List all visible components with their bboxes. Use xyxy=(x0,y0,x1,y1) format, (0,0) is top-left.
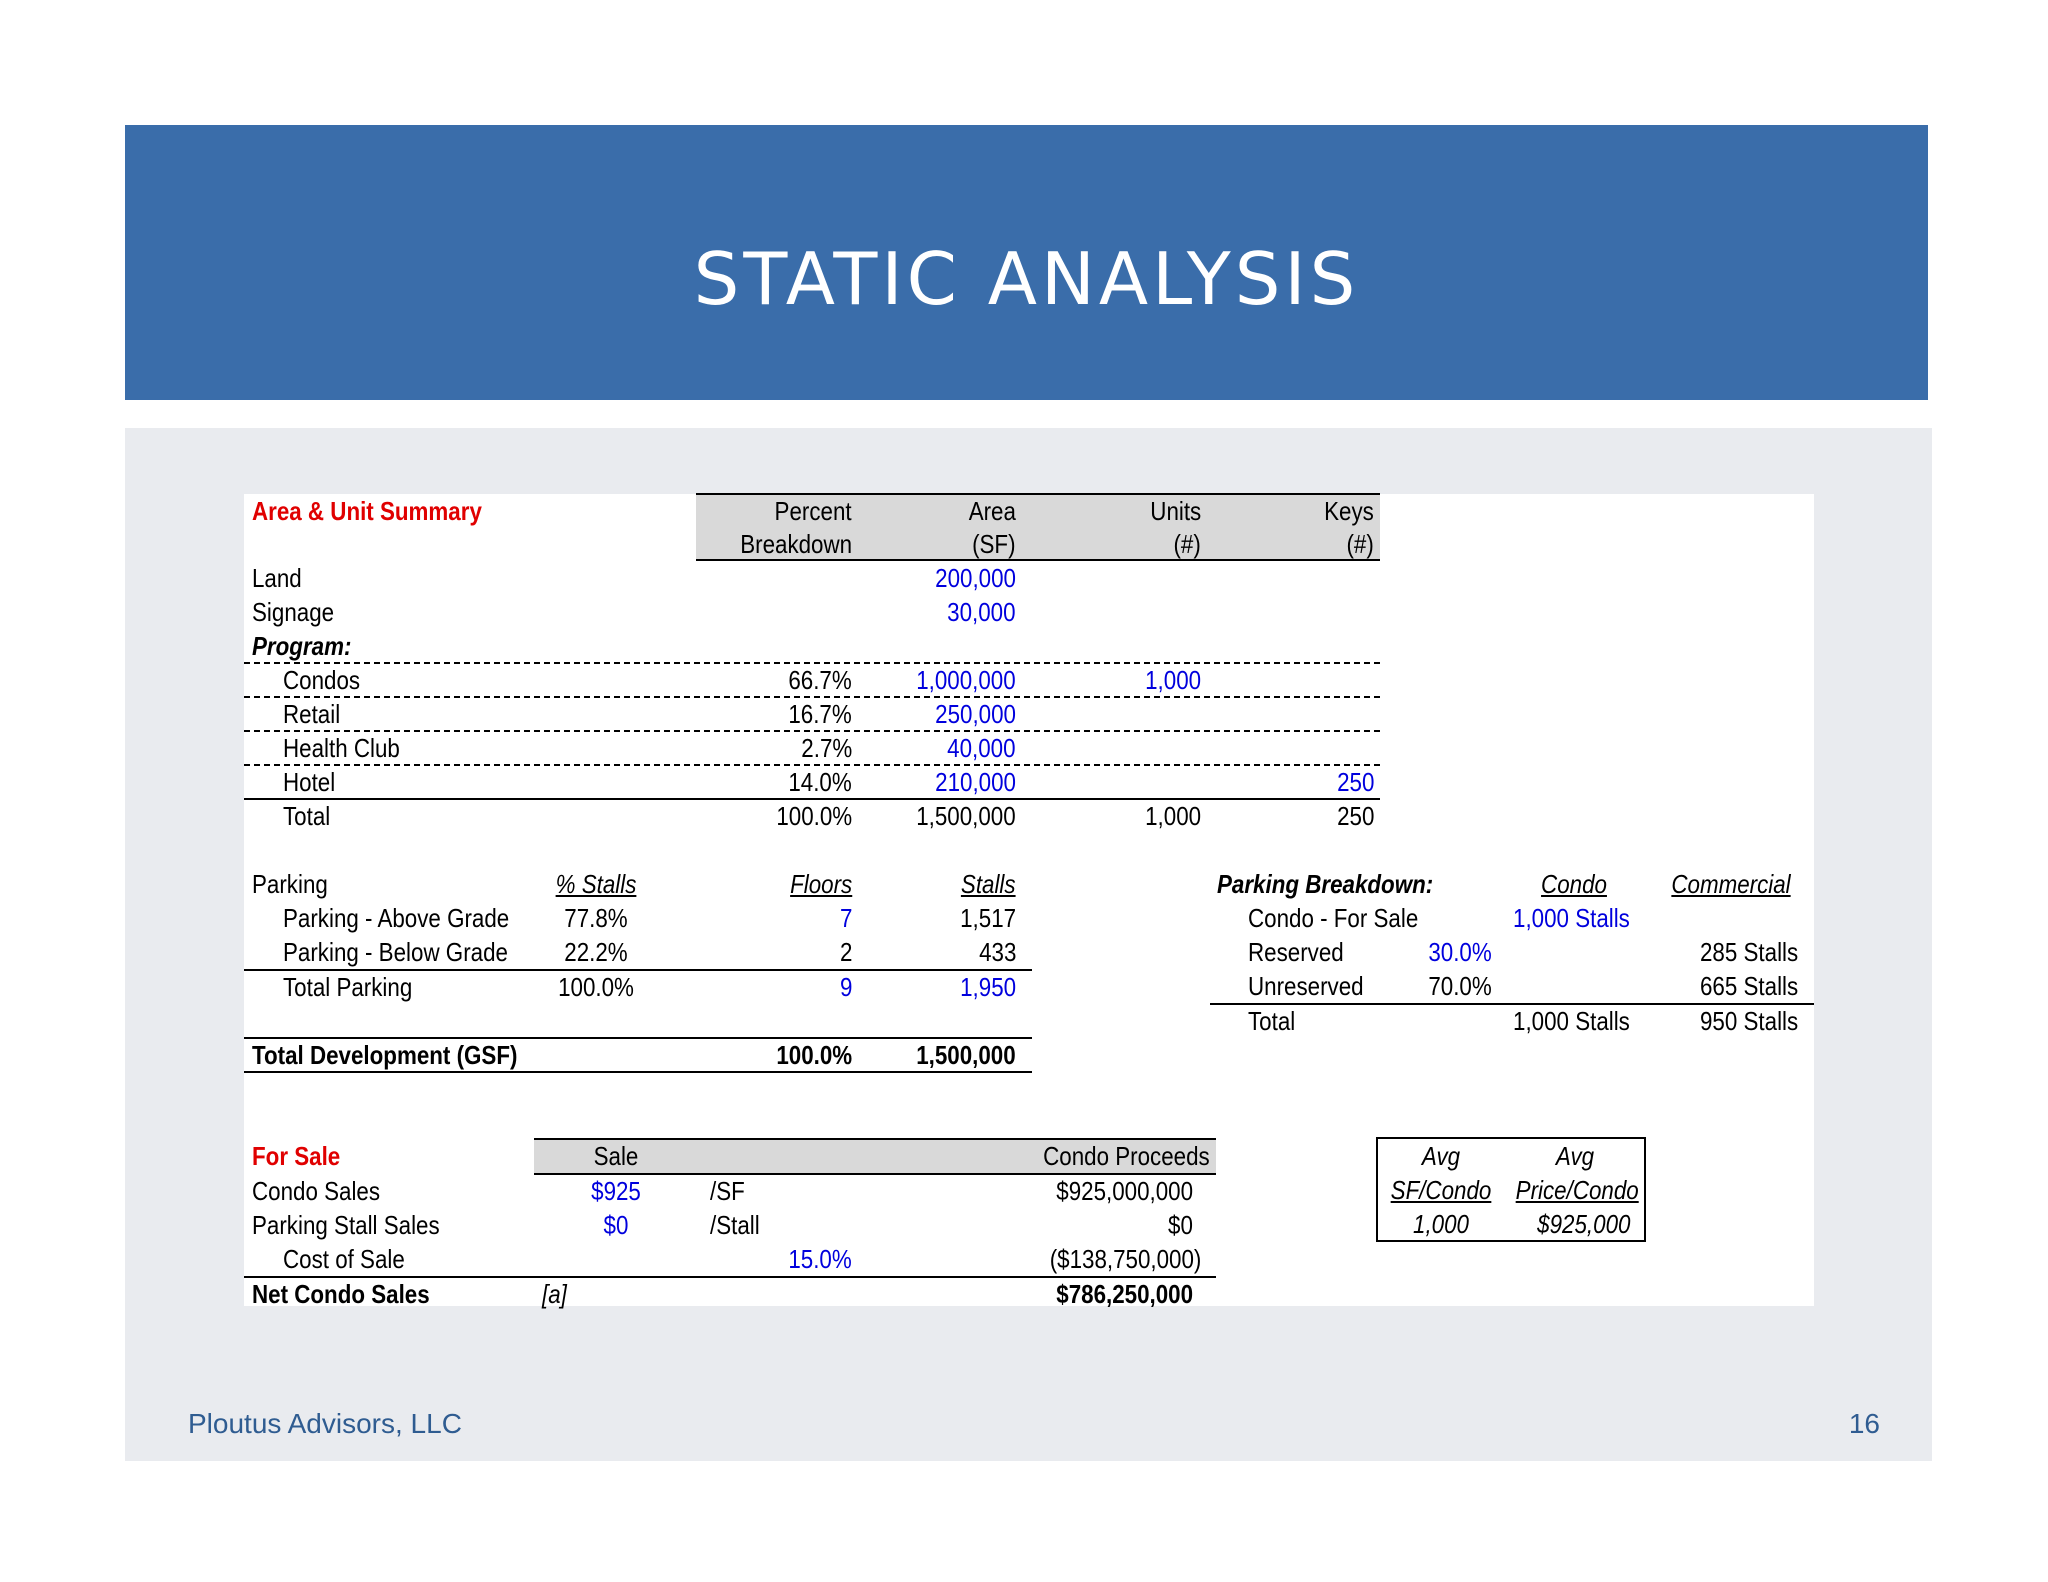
parking-header-floors: Floors xyxy=(789,869,852,899)
condo-sales-unit: /SF xyxy=(710,1176,745,1206)
land-label: Land xyxy=(252,563,302,593)
footer-company: Ploutus Advisors, LLC xyxy=(188,1408,462,1439)
parking-above-grade-label: Parking - Above Grade xyxy=(283,903,510,933)
for-sale-title: For Sale xyxy=(252,1141,341,1171)
parking-stall-sales-label: Parking Stall Sales xyxy=(252,1210,440,1240)
header-keys-2: (#) xyxy=(1346,529,1374,559)
hotel-keys: 250 xyxy=(1336,767,1374,797)
reserved-pct: 30.0% xyxy=(1428,937,1492,967)
parking-breakdown-total-label: Total xyxy=(1248,1006,1296,1036)
condo-sales-label: Condo Sales xyxy=(252,1176,381,1206)
signage-label: Signage xyxy=(252,597,335,627)
parking-above-grade-pct: 77.8% xyxy=(564,903,628,933)
header-keys-1: Keys xyxy=(1324,496,1374,526)
condos-area: 1,000,000 xyxy=(916,665,1016,695)
total-parking-floors: 9 xyxy=(839,972,852,1002)
parking-breakdown-title: Parking Breakdown: xyxy=(1217,869,1434,899)
parking-breakdown-header-commercial: Commercial xyxy=(1671,869,1791,899)
unreserved-commercial: 665 Stalls xyxy=(1699,971,1798,1001)
area-unit-summary-title: Area & Unit Summary xyxy=(252,496,482,526)
hotel-percent: 14.0% xyxy=(788,767,852,797)
condo-sales-proceeds: $925,000,000 xyxy=(1056,1176,1193,1206)
total-development-area: 1,500,000 xyxy=(916,1040,1016,1070)
parking-below-grade-stalls: 433 xyxy=(978,937,1016,967)
area-total-area: 1,500,000 xyxy=(916,801,1016,831)
retail-percent: 16.7% xyxy=(788,699,852,729)
area-total-label: Total xyxy=(283,801,331,831)
parking-above-grade-floors: 7 xyxy=(839,903,852,933)
net-condo-sales-label: Net Condo Sales xyxy=(252,1279,430,1309)
health-club-percent: 2.7% xyxy=(801,733,852,763)
condo-sales-price: $925 xyxy=(591,1176,641,1206)
unreserved-label: Unreserved xyxy=(1248,971,1364,1001)
total-parking-label: Total Parking xyxy=(283,972,413,1002)
condo-for-sale-label: Condo - For Sale xyxy=(1248,903,1419,933)
health-club-area: 40,000 xyxy=(947,733,1016,763)
hotel-label: Hotel xyxy=(283,767,336,797)
title-banner xyxy=(125,125,1928,400)
avg-sf-header: Avg xyxy=(1421,1141,1461,1171)
parking-breakdown-header-condo: Condo xyxy=(1541,869,1607,899)
net-condo-sales-proceeds: $786,250,000 xyxy=(1056,1279,1193,1309)
parking-below-grade-floors: 2 xyxy=(839,937,852,967)
condo-for-sale-stalls: 1,000 Stalls xyxy=(1513,903,1630,933)
reserved-commercial: 285 Stalls xyxy=(1699,937,1798,967)
parking-stall-sales-unit: /Stall xyxy=(710,1210,760,1240)
parking-breakdown-total-commercial: 950 Stalls xyxy=(1699,1006,1798,1036)
for-sale-header-sale: Sale xyxy=(593,1141,639,1171)
parking-header-stalls-pct: % Stalls xyxy=(555,869,637,899)
net-condo-sales-note: [a] xyxy=(542,1279,567,1309)
avg-price-header: Avg xyxy=(1555,1141,1595,1171)
program-label: Program: xyxy=(252,631,352,661)
cost-of-sale-proceeds: ($138,750,000) xyxy=(1049,1244,1201,1274)
avg-price-condo-header: Price/Condo xyxy=(1515,1175,1639,1205)
unreserved-pct: 70.0% xyxy=(1428,971,1492,1001)
avg-price-condo-value: $925,000 xyxy=(1536,1209,1630,1239)
health-club-label: Health Club xyxy=(283,733,400,763)
retail-label: Retail xyxy=(283,699,341,729)
parking-header-stalls: Stalls xyxy=(961,869,1016,899)
parking-below-grade-pct: 22.2% xyxy=(564,937,628,967)
page-number: 16 xyxy=(1848,1408,1880,1439)
condos-percent: 66.7% xyxy=(788,665,852,695)
cost-of-sale-label: Cost of Sale xyxy=(283,1244,405,1274)
parking-label: Parking xyxy=(252,869,328,899)
for-sale-header-proceeds: Condo Proceeds xyxy=(1043,1141,1210,1171)
land-area: 200,000 xyxy=(935,563,1016,593)
parking-stall-sales-price: $0 xyxy=(603,1210,629,1240)
parking-stall-sales-proceeds: $0 xyxy=(1168,1210,1193,1240)
total-development-percent: 100.0% xyxy=(776,1040,852,1070)
header-units-2: (#) xyxy=(1173,529,1201,559)
condos-units: 1,000 xyxy=(1145,665,1201,695)
header-percent-2: Breakdown xyxy=(740,529,852,559)
condos-label: Condos xyxy=(283,665,361,695)
header-area-2: (SF) xyxy=(972,529,1016,559)
parking-below-grade-label: Parking - Below Grade xyxy=(283,937,508,967)
cost-of-sale-pct: 15.0% xyxy=(788,1244,852,1274)
retail-area: 250,000 xyxy=(935,699,1016,729)
reserved-label: Reserved xyxy=(1248,937,1344,967)
total-development-bottom-rule xyxy=(244,1071,1032,1073)
hotel-area: 210,000 xyxy=(935,767,1016,797)
signage-area: 30,000 xyxy=(947,597,1016,627)
header-percent-1: Percent xyxy=(774,496,852,526)
total-development-label: Total Development (GSF) xyxy=(252,1040,518,1070)
area-total-percent: 100.0% xyxy=(776,801,852,831)
parking-breakdown-total-condo: 1,000 Stalls xyxy=(1513,1006,1630,1036)
avg-sf-condo-value: 1,000 xyxy=(1413,1209,1469,1239)
total-parking-pct: 100.0% xyxy=(558,972,634,1002)
avg-sf-condo-header: SF/Condo xyxy=(1390,1175,1492,1205)
area-total-keys: 250 xyxy=(1336,801,1374,831)
total-parking-stalls: 1,950 xyxy=(960,972,1016,1002)
area-total-units: 1,000 xyxy=(1145,801,1201,831)
header-area-1: Area xyxy=(968,496,1016,526)
header-units-1: Units xyxy=(1150,496,1201,526)
spreadsheet xyxy=(244,494,1814,1309)
slide-title: STATIC ANALYSIS xyxy=(693,237,1360,321)
parking-above-grade-stalls: 1,517 xyxy=(960,903,1016,933)
